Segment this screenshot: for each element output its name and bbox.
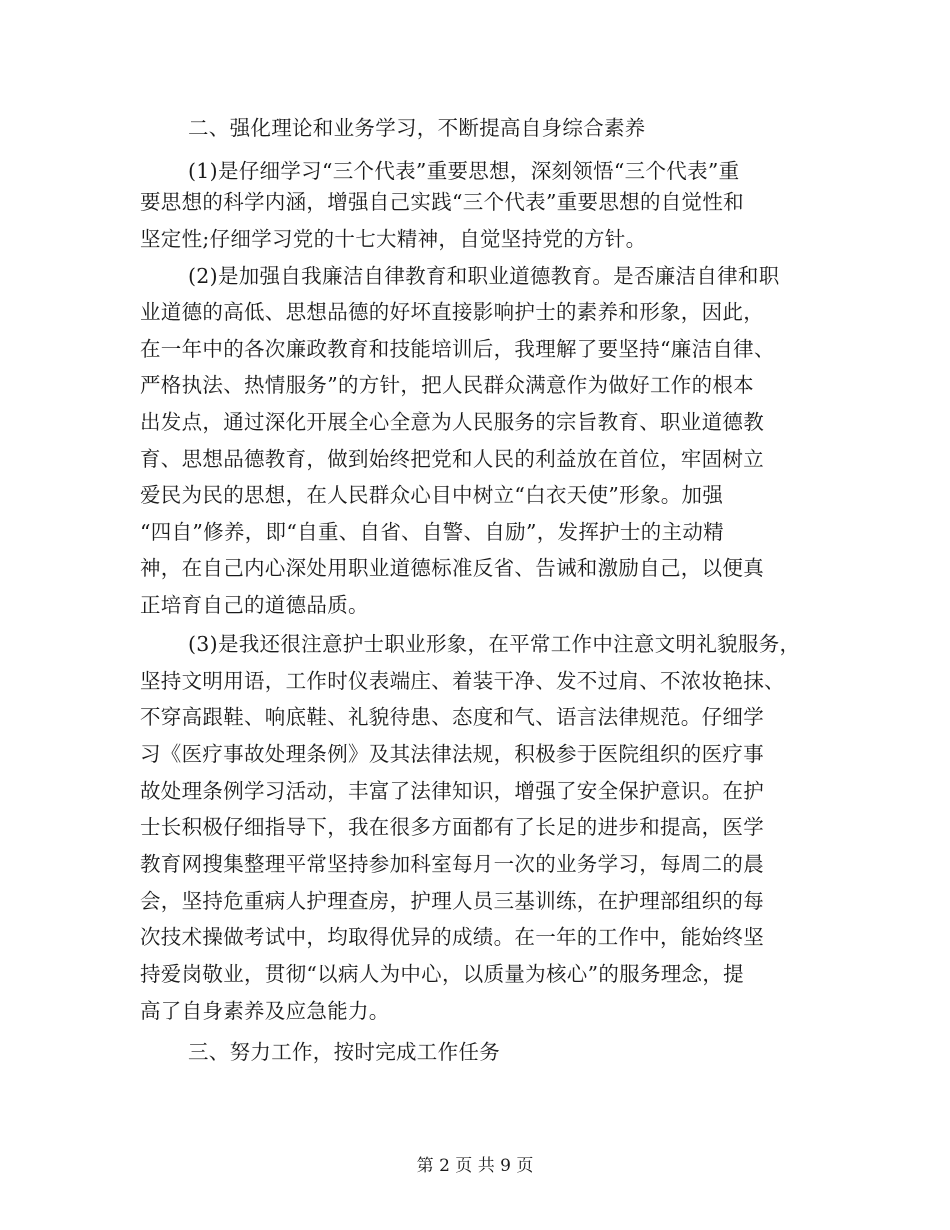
paragraph-1-line-3: 坚定性;仔细学习党的十七大精神，自觉坚持党的方针。 [140, 227, 647, 251]
paragraph-3-line-8: 会，坚持危重病人护理查房，护理人员三基训练，在护理部组织的每 [140, 889, 764, 913]
paragraph-3-line-7: 教育网搜集整理平常坚持参加科室每月一次的业务学习，每周二的晨 [140, 852, 764, 876]
paragraph-2-line-8: “四自”修养，即“自重、自省、自警、自励”，发挥护士的主动精 [140, 520, 724, 544]
paragraph-2-line-3: 在一年中的各次廉政教育和技能培训后，我理解了要坚持“廉洁自律、 [140, 337, 775, 361]
paragraph-3-line-6: 士长积极仔细指导下，我在很多方面都有了长足的进步和提高，医学 [140, 815, 764, 839]
paragraph-2-line-4: 严格执法、热情服务”的方针，把人民群众满意作为做好工作的根本 [140, 373, 754, 397]
paragraph-3-line-1: (3)是我还很注意护士职业形象，在平常工作中注意文明礼貌服务， [188, 632, 801, 656]
paragraph-3-line-2: 坚持文明用语，工作时仪表端庄、着装干净、发不过肩、不浓妆艳抹、 [140, 669, 785, 693]
paragraph-3-line-11: 高了自身素养及应急能力。 [140, 999, 390, 1023]
paragraph-2-line-1: (2)是加强自我廉洁自律教育和职业道德教育。是否廉洁自律和职 [188, 264, 780, 288]
paragraph-2-line-6: 育、思想品德教育，做到始终把党和人民的利益放在首位，牢固树立 [140, 447, 764, 471]
paragraph-2-line-5: 出发点，通过深化开展全心全意为人民服务的宗旨教育、职业道德教 [140, 410, 764, 434]
paragraph-3-line-9: 次技术操做考试中，均取得优异的成绩。在一年的工作中，能始终坚 [140, 925, 764, 949]
section-heading-3: 三、努力工作，按时完成工作任务 [188, 1040, 500, 1064]
paragraph-3-line-10: 持爱岗敬业，贯彻“以病人为中心，以质量为核心”的服务理念，提 [140, 962, 744, 986]
paragraph-3-line-4: 习《医疗事故处理条例》及其法律法规，积极参于医院组织的医疗事 [140, 742, 764, 766]
paragraph-1-line-2: 要思想的科学内涵，增强自己实践“三个代表”重要思想的自觉性和 [140, 190, 744, 214]
page-footer: 第 2 页 共 9 页 [416, 1156, 534, 1176]
paragraph-3-line-3: 不穿高跟鞋、响底鞋、礼貌待患、态度和气、语言法律规范。仔细学 [140, 705, 764, 729]
section-heading-2: 二、强化理论和业务学习，不断提高自身综合素养 [188, 116, 646, 140]
paragraph-2-line-2: 业道德的高低、思想品德的好坏直接影响护士的素养和形象，因此， [140, 300, 764, 324]
paragraph-2-line-10: 正培育自己的道德品质。 [140, 593, 369, 617]
paragraph-1-line-1: (1)是仔细学习“三个代表”重要思想，深刻领悟“三个代表”重 [188, 159, 740, 183]
paragraph-3-line-5: 故处理条例学习活动，丰富了法律知识，增强了安全保护意识。在护 [140, 779, 764, 803]
paragraph-2-line-7: 爱民为民的思想，在人民群众心目中树立“白衣天使”形象。加强 [140, 483, 724, 507]
paragraph-2-line-9: 神，在自己内心深处用职业道德标准反省、告诫和激励自己，以便真 [140, 556, 764, 580]
